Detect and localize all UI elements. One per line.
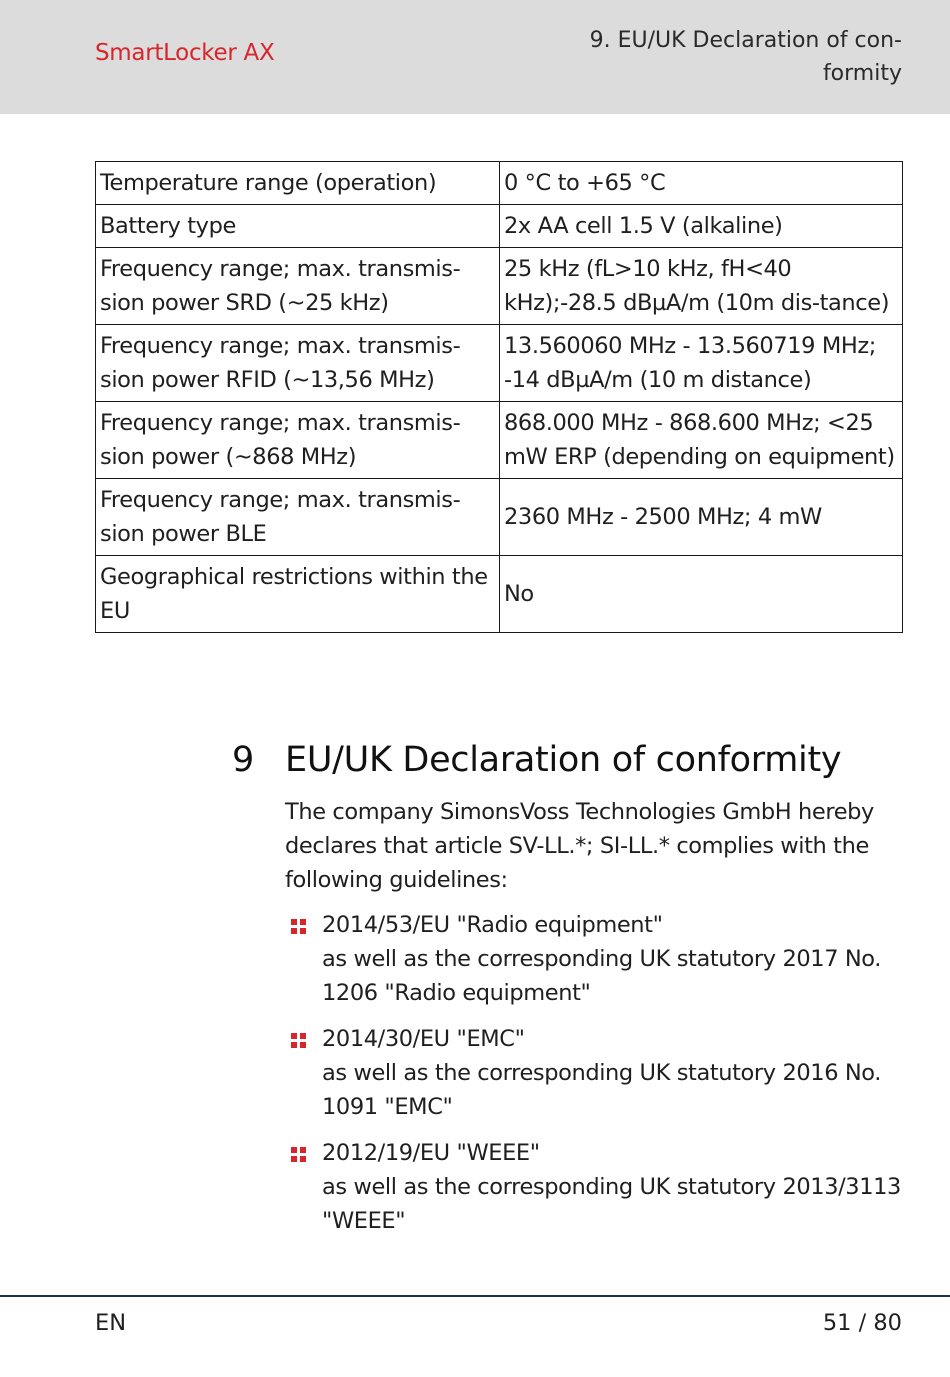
table-row: [96, 479, 903, 556]
section-number: 9: [232, 740, 254, 780]
page-header: [0, 0, 950, 114]
spec-value: 868.000 MHz - 868.600 MHz; <25 mW ERP (depending on equipment): [500, 402, 903, 479]
spec-value: 2360 MHz - 2500 MHz; 4 mW: [500, 479, 903, 556]
spec-label: Frequency range; max. transmis-sion power BLE: [96, 479, 500, 556]
table-row: [96, 325, 903, 402]
declaration-intro: The company SimonsVoss Technologies GmbH hereby declares that article SV-LL.*; SI-LL.* complies with the following guidelines:: [285, 799, 874, 893]
footer-divider: [0, 1295, 950, 1297]
guideline-uk-note: as well as the corresponding UK statutory 2016 No. 1091 "EMC": [322, 1060, 882, 1120]
table-row: [96, 402, 903, 479]
spec-value: No: [500, 556, 903, 633]
list-item: [285, 1022, 910, 1124]
section-heading: [232, 740, 841, 780]
spec-label: Frequency range; max. transmis-sion power SRD (~25 kHz): [96, 248, 500, 325]
guideline-uk-note: as well as the corresponding UK statutory 2017 No. 1206 "Radio equipment": [322, 946, 882, 1006]
spec-label: Frequency range; max. transmis-sion power (~868 MHz): [96, 402, 500, 479]
red-square-bullet-icon: [291, 1033, 306, 1048]
guideline-directive: 2014/30/EU "EMC": [322, 1026, 525, 1052]
section-title: EU/UK Declaration of conformity: [285, 740, 842, 780]
table-row: [96, 556, 903, 633]
page-number: 51 / 80: [822, 1310, 902, 1336]
spec-label: Frequency range; max. transmis-sion power RFID (~13,56 MHz): [96, 325, 500, 402]
footer-language: EN: [95, 1310, 127, 1336]
running-section-title-line1: 9. EU/UK Declaration of con-: [589, 28, 902, 53]
spec-label: Geographical restrictions within the EU: [96, 556, 500, 633]
running-section-title: [542, 24, 902, 90]
guideline-list: [285, 908, 910, 1250]
list-item: [285, 1136, 910, 1238]
list-item: [285, 908, 910, 1010]
spec-label: Battery type: [96, 205, 500, 248]
technical-specs-table: [95, 161, 903, 633]
red-square-bullet-icon: [291, 1147, 306, 1162]
brand-name: SmartLocker AX: [95, 40, 275, 66]
guideline-uk-note: as well as the corresponding UK statutory 2013/3113 "WEEE": [322, 1174, 901, 1234]
table-row: [96, 248, 903, 325]
guideline-directive: 2012/19/EU "WEEE": [322, 1140, 540, 1166]
table-row: [96, 205, 903, 248]
table-row: [96, 162, 903, 205]
spec-value: 0 °C to +65 °C: [500, 162, 903, 205]
spec-value: 13.560060 MHz - 13.560719 MHz; -14 dBµA/m (10 m distance): [500, 325, 903, 402]
guideline-directive: 2014/53/EU "Radio equipment": [322, 912, 663, 938]
running-section-title-line2: formity: [822, 61, 902, 86]
spec-label: Temperature range (operation): [96, 162, 500, 205]
red-square-bullet-icon: [291, 919, 306, 934]
spec-value: 25 kHz (fL>10 kHz, fH<40 kHz);-28.5 dBµA/m (10m dis-tance): [500, 248, 903, 325]
spec-value: 2x AA cell 1.5 V (alkaline): [500, 205, 903, 248]
